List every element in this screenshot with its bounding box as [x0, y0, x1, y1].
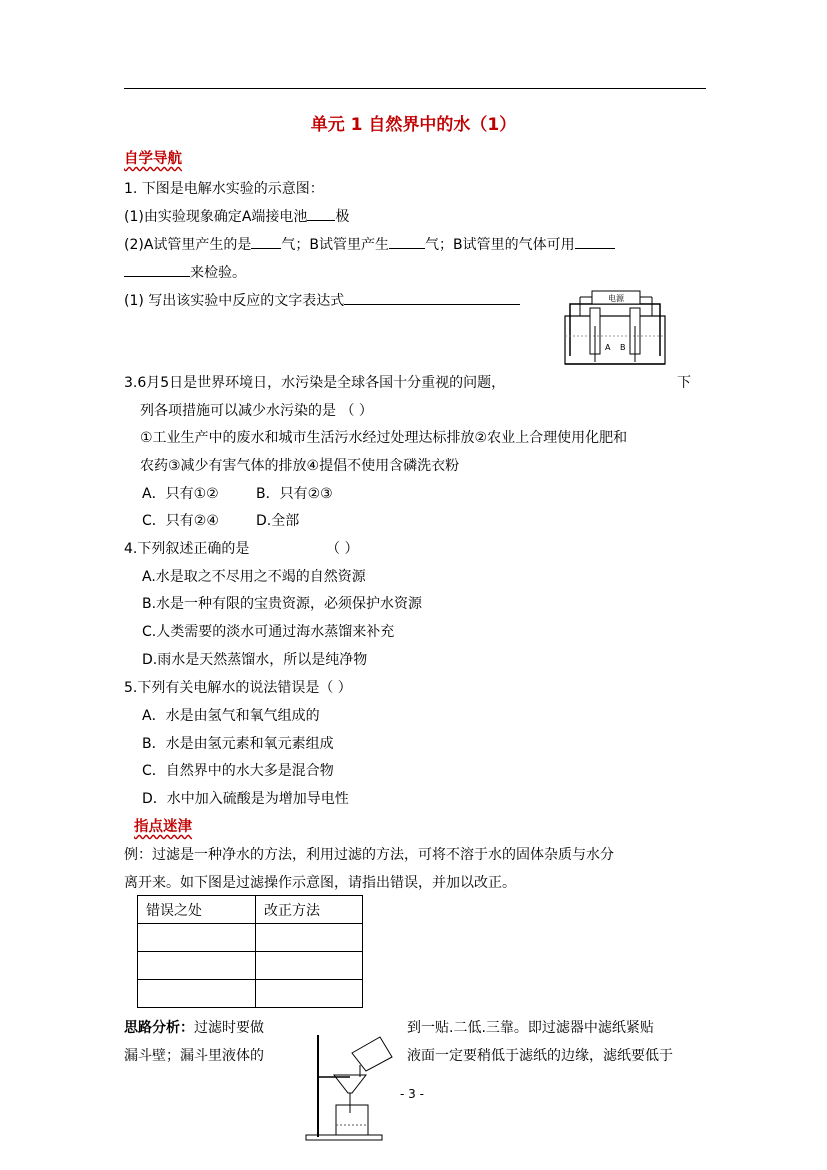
q1b-text-1: (2)A试管里产生的是 — [124, 237, 252, 253]
answer-blank — [124, 262, 190, 277]
power-supply-label: 电源 — [608, 294, 624, 303]
question-1-part-2 — [124, 234, 615, 255]
example-line-1: 例：过滤是一种净水的方法，利用过滤的方法，可将不溶于水的固体杂质与水分 — [124, 847, 614, 863]
question-3-line-1: 3.6月5日是世界环境日，水污染是全球各国十分重视的问题， — [124, 375, 506, 391]
question-4: 4.下列叙述正确的是 — [124, 541, 250, 557]
analysis-line-1a — [124, 1018, 264, 1038]
question-3-option-b: B．只有②③ — [256, 486, 333, 502]
question-1-part-1-tail: 极 — [335, 209, 350, 225]
q1d-text: (1) 写出该实验中反应的文字表达式 — [124, 293, 345, 309]
question-3-line-4: 农药③减少有害气体的排放④提倡不使用含磷洗衣粉 — [140, 458, 460, 474]
question-4-paren: （ ） — [326, 541, 359, 557]
table-cell[interactable] — [256, 980, 363, 1008]
question-1-part-2-cont — [124, 262, 246, 283]
analysis-text-1a: 过滤时要做 — [194, 1020, 264, 1036]
table-header-row — [138, 896, 363, 924]
question-4-option-b: B.水是一种有限的宝贵资源，必须保护水资源 — [142, 596, 423, 612]
correction-table — [137, 895, 363, 1008]
question-1: 1. 下图是电解水实验的示意图： — [124, 181, 324, 197]
question-5-option-b: B．水是由氢元素和氧元素组成 — [142, 736, 334, 752]
table-cell[interactable] — [138, 980, 256, 1008]
q1b-text-3: 气；B试管里的气体可用 — [425, 237, 575, 253]
header-rule — [124, 88, 706, 89]
question-4-option-c: C.人类需要的淡水可通过海水蒸馏来补充 — [142, 624, 395, 640]
question-3-line-3: ①工业生产中的废水和城市生活污水经过处理达标排放②农业上合理使用化肥和 — [140, 430, 628, 446]
question-4-option-d: D.雨水是天然蒸馏水，所以是纯净物 — [142, 652, 368, 668]
table-row — [138, 952, 363, 980]
table-header: 错误之处 — [138, 896, 256, 924]
analysis-line-2b: 液面一定要稍低于滤纸的边缘，滤纸要低于 — [407, 1048, 673, 1064]
section-heading-self-study: 自学导航 — [124, 151, 182, 167]
question-3-line-2: 列各项措施可以减少水污染的是 （ ） — [140, 403, 373, 419]
question-5-option-a: A．水是由氢气和氧气组成的 — [142, 708, 320, 724]
question-3-option-a: A．只有①② — [142, 486, 219, 502]
answer-blank — [344, 290, 520, 305]
page-number: - 3 - — [400, 1087, 424, 1101]
question-1-part-3 — [124, 290, 520, 311]
q1c-tail: 来检验。 — [190, 265, 246, 281]
table-cell[interactable] — [138, 924, 256, 952]
question-3-line-1-tail: 下 — [677, 375, 691, 391]
electrolysis-diagram — [560, 276, 670, 368]
example-line-2: 离开来。如下图是过滤操作示意图，请指出错误，并加以改正。 — [124, 875, 516, 891]
table-header: 改正方法 — [256, 896, 363, 924]
question-5-option-d: D．水中加入硫酸是为增加导电性 — [142, 791, 349, 807]
page-title: 单元 1 自然界中的水（1） — [310, 115, 517, 135]
tube-a-label: A — [605, 343, 611, 352]
table-cell[interactable] — [138, 952, 256, 980]
answer-blank — [389, 234, 425, 249]
question-4-option-a: A.水是取之不尽用之不竭的自然资源 — [142, 569, 366, 585]
question-5-option-c: C．自然界中的水大多是混合物 — [142, 763, 334, 779]
filtration-diagram — [300, 1025, 400, 1145]
table-cell[interactable] — [256, 924, 363, 952]
question-1-part-1 — [124, 206, 349, 227]
section-heading-guidance: 指点迷津 — [134, 819, 192, 835]
analysis-line-1b: 到一贴.二低.三靠。即过滤器中滤纸紧贴 — [407, 1020, 654, 1036]
q1b-text-2: 气；B试管里产生 — [281, 237, 390, 253]
answer-blank — [251, 234, 281, 249]
table-row — [138, 924, 363, 952]
question-1-part-1-text: (1)由实验现象确定A端接电池 — [124, 209, 308, 225]
analysis-label: 思路分析： — [124, 1020, 194, 1036]
answer-blank — [307, 206, 335, 221]
tube-b-label: B — [620, 343, 626, 352]
question-5: 5.下列有关电解水的说法错误是（ ） — [124, 680, 352, 696]
table-cell[interactable] — [256, 952, 363, 980]
table-row — [138, 980, 363, 1008]
question-3-option-d: D.全部 — [256, 513, 300, 529]
question-3-option-c: C．只有②④ — [142, 513, 219, 529]
answer-blank — [575, 234, 615, 249]
analysis-line-2a: 漏斗壁；漏斗里液体的 — [124, 1048, 264, 1064]
